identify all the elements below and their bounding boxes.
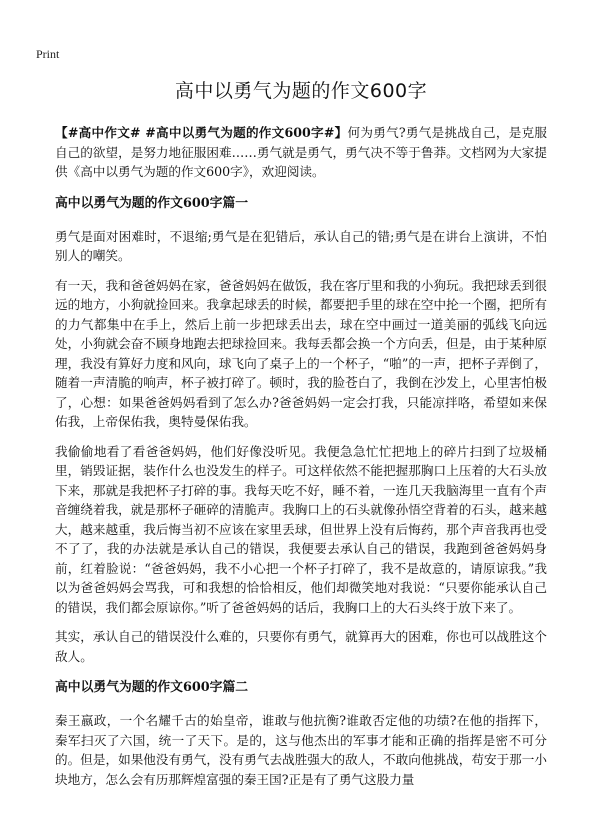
page-title: 高中以勇气为题的作文600字 <box>174 80 428 102</box>
paragraph: 有一天，我和爸爸妈妈在家，爸爸妈妈在做饭，我在客厅里和我的小狗玩。我把球丢到很远的地方，小狗就捡回来。我拿起球丢的时候，都要把手里的球在空中抡一个圈，把所有的力气都集中在手上，然后上前一步把球丢出去，球在空中画过一道美丽的弧线飞向远处，小狗就会奋不顾身地跑去把球捡回来。我每丢都会换一个方向丢，但是，由于某种原理，我没有算好力度和风向，球飞向了桌子上的一个杯子，“啪”的一声，把杯子弄倒了，随着一声清脆的响声，杯子被打碎了。顿时，我的脸苍白了，我倒在沙发上，心里害怕极了，心想：如果爸爸妈妈看到了怎么办?爸爸妈妈一定会打我，只能凉拌咯，希望如来保佑我，上帝保佑我，奥特曼保佑我。 <box>55 277 547 429</box>
paragraph: 秦王嬴政，一个名耀千古的始皇帝，谁敢与他抗衡?谁敢否定他的功绩?在他的指挥下，秦军扫灭了六国，统一了天下。是的，这与他杰出的军事才能和正确的指挥是密不可分的。但是，如果他没有勇气，没有勇气去战胜强大的敌人，不敢向他挑战，苟安于那一小块地方，怎么会有历那辉煌富强的秦王国?正是有了勇气这股力量 <box>55 713 547 787</box>
section-heading: 高中以勇气为题的作文600字篇二 <box>55 680 249 695</box>
intro-lead: 【#高中作文# #高中以勇气为题的作文600字#】 <box>55 125 348 140</box>
print-label[interactable]: Print <box>36 47 60 61</box>
paragraph: 勇气是面对困难时，不退缩;勇气是在犯错后，承认自己的错;勇气是在讲台上演讲，不怕别人的嘲笑。 <box>55 228 547 263</box>
paragraph: 我偷偷地看了看爸爸妈妈，他们好像没听见。我便急急忙忙把地上的碎片扫到了垃圾桶里，销毁证据，装作什么也没发生的样子。可这样依然不能把握那胸口上压着的大石头放下来，那就是我把杯子打碎的事。我每天吃不好，睡不着，一连几天我脑海里一直有个声音缠绕着我，就是那杯子砸碎的清脆声。我胸口上的石头就像孙悟空背着的石头，越来越大，越来越重，我后悔当初不应该在家里丢球，但世界上没有后悔药，那个声音我再也受不了了，我的办法就是承认自己的错误，我便要去承认自己的错误，我跑到爸爸妈妈身前，红着脸说：“爸爸妈妈，我不小心把一个杯子打碎了，我不是故意的，请原谅我。”我以为爸爸妈妈会骂我，可和我想的恰恰相反，他们却微笑地对我说：“只要你能承认自己的错误，我们都会原谅你。”听了爸爸妈妈的话后，我胸口上的大石头终于放下来了。 <box>55 443 547 615</box>
paragraph: 其实，承认自己的错误没什么难的，只要你有勇气，就算再大的困难，你也可以战胜这个敌人。 <box>55 629 547 664</box>
intro-paragraph <box>55 123 547 182</box>
document-page <box>55 78 547 799</box>
section-heading: 高中以勇气为题的作文600字篇一 <box>55 195 249 211</box>
intro-text: 何为勇气?勇气是挑战自己，是克服自己的欲望，是努力地征服困难……勇气就是勇气，勇气决不等于鲁莽。文档网为大家提供《高中以勇气为题的作文600字》，欢迎阅读。 <box>55 125 547 179</box>
